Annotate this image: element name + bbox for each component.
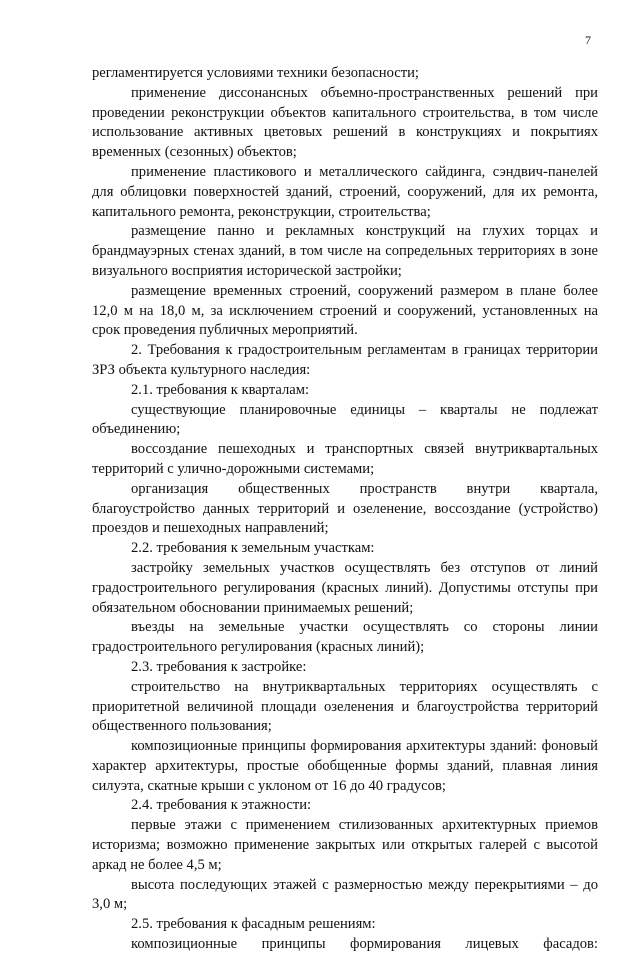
subsection-heading-2-3: 2.3. требования к застройке: (131, 658, 307, 675)
paragraph-19: высота последующих этажей с размерностью между перекрытиями – до 3,0 м; (92, 876, 598, 913)
section-heading-2: 2. Требования к градостроительным регламентам в границах территории ЗРЗ объекта культурного наследия: (92, 342, 598, 378)
subsection-heading-2-2: 2.2. требования к земельным участкам: (131, 540, 375, 557)
paragraph-1: регламентируется условиями техники безопасности; (92, 65, 419, 81)
paragraph-3: применение пластикового и металлического сайдинга, сэндвич-панелей для облицовки поверхностей зданий, строений, сооружений, для их ремонта, капитального ремонта, реконструкции, строительства; (92, 163, 598, 220)
subsection-heading-2-1: 2.1. требования к кварталам: (131, 381, 310, 398)
paragraph-9: воссоздание пешеходных и транспортных связей внутриквартальных территорий с улично-дорожными системами; (92, 441, 598, 477)
paragraph-18: первые этажи с применением стилизованных архитектурных приемов историзма; возможно применение закрытых или открытых галерей с высотой аркад не более 4,5 м; (92, 817, 598, 873)
paragraph-12: застройку земельных участков осуществлять без отступов от линий градостроительного регулирования (красных линий). Допустимы отступы при обязательном обосновании принимаемых решений; (92, 559, 598, 616)
subsection-heading-2-5: 2.5. требования к фасадным решениям: (131, 916, 376, 933)
paragraph-21: композиционные принципы формирования лицевых фасадов: (131, 936, 598, 953)
paragraph-8: существующие планировочные единицы – кварталы не подлежат объединению; (92, 401, 598, 438)
paragraph-2: применение диссонансных объемно-пространственных решений при проведении реконструкции объектов капитального строительства, в том числе использование активных цветовых решений в конструкциях и покрытиях временных (сезонных) объектов; (92, 84, 598, 161)
paragraph-15: строительство на внутриквартальных территориях осуществлять с приоритетной величиной площади озеленения и благоустройства территорий общественного пользования; (92, 678, 598, 735)
paragraph-10: организация общественных пространств внутри квартала, благоустройство данных территорий и озеленение, воссоздание (устройство) проездов и пешеходных направлений; (92, 480, 598, 537)
paragraph-13: въезды на земельные участки осуществлять со стороны линии градостроительного регулирования (красных линий); (92, 619, 598, 656)
paragraph-16: композиционные принципы формирования архитектуры зданий: фоновый характер архитектуры, простые обобщенные формы зданий, плавная линия силуэта, скатные крыши с уклоном от 16 до 40 градусов; (92, 738, 598, 794)
page-number: 7 (585, 33, 591, 47)
document-body (92, 64, 598, 955)
paragraph-4: размещение панно и рекламных конструкций на глухих торцах и брандмауэрных стенах зданий, в том числе на сопредельных территориях в зоне визуального восприятия исторической застройки; (92, 223, 598, 279)
paragraph-5: размещение временных строений, сооружений размером в плане более 12,0 м на 18,0 м, за исключением строений и сооружений, установленных на срок проведения публичных мероприятий. (92, 282, 598, 339)
subsection-heading-2-4: 2.4. требования к этажности: (131, 797, 312, 814)
